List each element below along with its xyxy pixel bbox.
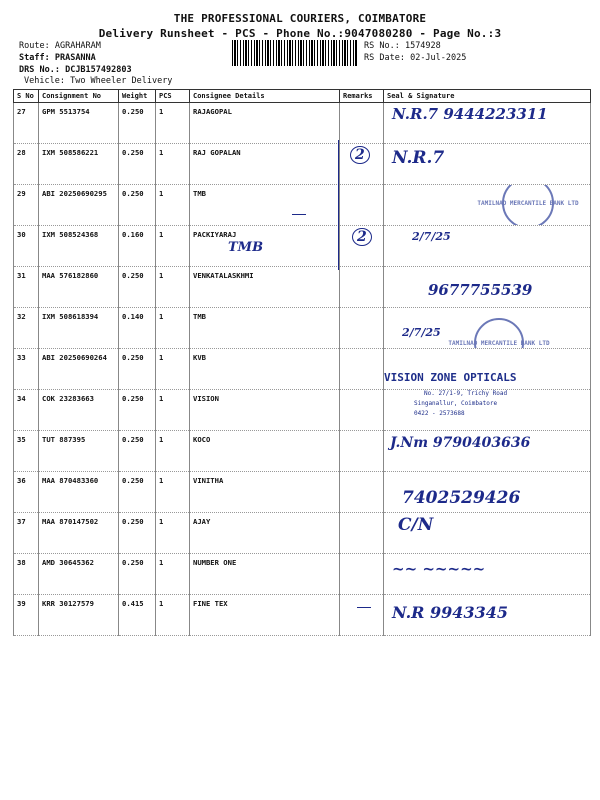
rs-date-label: RS Date: [364,53,405,63]
runsheet-subtitle: Delivery Runsheet - PCS - Phone No.:9047080280 - Page No.:3 [98,27,502,40]
runsheet-table [13,89,591,636]
handwritten-scribble: ~~ ~~~~~ [392,560,486,578]
signature-cell [384,431,591,472]
pcs-cell: 1 [156,349,190,390]
barcode [232,40,358,66]
pcs-cell: 1 [156,267,190,308]
pcs-cell: 1 [156,308,190,349]
signature-cell [384,554,591,595]
vehicle-line [24,76,172,86]
weight-cell: 0.160 [119,226,156,267]
handwritten-signature: N.R.7 [392,148,445,168]
optical-stamp-phone: 0422 - 2573688 [414,410,465,417]
rs-no-line [364,41,441,51]
handwritten-tmb-note: TMB [228,240,264,255]
remarks-cell [340,472,384,513]
remarks-cell [340,349,384,390]
remark-circled-count: 2 [352,228,372,246]
rs-no-label: RS No.: [364,41,400,51]
pcs-cell: 1 [156,185,190,226]
drs-value: DCJB157492803 [65,65,132,75]
pcs-cell: 1 [156,472,190,513]
handwritten-date: 2/7/25 [412,230,451,243]
consignment-cell: IXM 508618394 [39,308,119,349]
table-row [14,103,591,144]
weight-cell: 0.250 [119,349,156,390]
optical-shop-stamp-name: VISION ZONE OPTICALS [384,371,517,384]
consignment-cell: TUT 887395 [39,431,119,472]
vehicle-value: Two Wheeler Delivery [70,76,173,86]
handwritten-signature: N.R.7 9444223311 [392,105,548,123]
consignment-cell: GPM 5513754 [39,103,119,144]
optical-stamp-address1: No. 27/1-9, Trichy Road [424,390,508,397]
sno-cell: 36 [14,472,39,513]
table-row [14,308,591,349]
consignee-cell: RAJ GOPALAN [190,144,340,185]
staff-value: PRASANNA [54,53,96,63]
signature-cell [384,185,591,226]
drs-line [19,65,132,75]
route-value: AGRAHARAM [54,41,101,51]
remarks-cell [340,595,384,636]
bank-seal-stamp: TAMILNAD MERCANTILE BANK LTD [474,318,524,349]
weight-cell: 0.250 [119,103,156,144]
consignment-cell: AMD 30645362 [39,554,119,595]
pcs-cell: 1 [156,103,190,144]
remarks-cell [340,390,384,431]
consignee-cell: TMB [190,308,340,349]
signature-cell [384,103,591,144]
weight-cell: 0.140 [119,308,156,349]
signature-cell [384,349,591,390]
consignee-name: PACKIYARAJ [193,230,237,239]
weight-cell: 0.250 [119,267,156,308]
consignee-cell: KVB [190,349,340,390]
table-row [14,185,591,226]
company-title: THE PROFESSIONAL COURIERS, COIMBATORE [173,12,427,25]
col-pcs: PCS [156,90,190,103]
signature-cell [384,144,591,185]
table-row [14,267,591,308]
weight-cell: 0.250 [119,144,156,185]
pcs-cell: 1 [156,144,190,185]
handwritten-signature: 7402529426 [402,488,521,508]
remarks-cell [340,554,384,595]
sno-cell: 27 [14,103,39,144]
runsheet-table-wrap [13,89,590,636]
staff-line [19,53,96,63]
sno-cell: 29 [14,185,39,226]
table-row [14,472,591,513]
handwritten-signature: C/N [398,515,434,535]
weight-cell: 0.250 [119,472,156,513]
handwritten-date: 2/7/25 [402,326,441,339]
table-header-row [14,90,591,103]
rs-date-line [364,53,466,63]
bank-seal-stamp: TAMILNAD MERCANTILE BANK LTD [502,185,554,226]
weight-cell: 0.250 [119,185,156,226]
remarks-cell [340,144,384,185]
consignment-cell: MAA 576182860 [39,267,119,308]
consignment-cell: ABI 20250690295 [39,185,119,226]
route-line [19,41,101,51]
handwritten-signature: N.R 9943345 [392,603,508,622]
col-signature: Seal & Signature [384,90,591,103]
remarks-cell [340,226,384,267]
consignee-cell: FINE TEX [190,595,340,636]
rs-no-value: 1574928 [404,41,441,51]
route-label: Route: [19,41,50,51]
remarks-cell [340,103,384,144]
weight-cell: 0.250 [119,390,156,431]
table-row [14,349,591,390]
table-row [14,144,591,185]
remarks-cell [340,431,384,472]
table-row [14,431,591,472]
table-row [14,226,591,267]
consignment-cell: IXM 508586221 [39,144,119,185]
remark-circled-count: 2 [350,146,370,164]
sno-cell: 35 [14,431,39,472]
consignee-cell: VENKATALASKHMI [190,267,340,308]
weight-cell: 0.250 [119,554,156,595]
sno-cell: 33 [14,349,39,390]
pcs-cell: 1 [156,595,190,636]
consignee-cell: RAJAGOPAL [190,103,340,144]
sno-cell: 34 [14,390,39,431]
consignee-cell: NUMBER ONE [190,554,340,595]
table-row [14,390,591,431]
consignee-cell [190,226,340,267]
handwritten-dash [357,607,371,608]
sno-cell: 37 [14,513,39,554]
handwritten-dash [292,214,306,215]
consignee-cell: AJAY [190,513,340,554]
consignment-cell: KRR 30127579 [39,595,119,636]
handwritten-signature: J.Nm 9790403636 [390,435,531,451]
rs-date-value: 02-Jul-2025 [410,53,467,63]
weight-cell: 0.250 [119,431,156,472]
col-sno: S No [14,90,39,103]
drs-label: DRS No.: [19,65,60,75]
sno-cell: 38 [14,554,39,595]
signature-cell [384,267,591,308]
consignment-cell: IXM 508524368 [39,226,119,267]
remarks-cell [340,513,384,554]
remarks-cell [340,308,384,349]
sno-cell: 30 [14,226,39,267]
col-remarks: Remarks [340,90,384,103]
consignee-cell: TMB [190,185,340,226]
table-row [14,595,591,636]
pcs-cell: 1 [156,513,190,554]
signature-cell [384,390,591,431]
pcs-cell: 1 [156,554,190,595]
consignee-cell: VINITHA [190,472,340,513]
signature-cell [384,226,591,267]
weight-cell: 0.415 [119,595,156,636]
consignment-cell: COK 23283663 [39,390,119,431]
sno-cell: 32 [14,308,39,349]
consignment-cell: ABI 20250690264 [39,349,119,390]
remarks-cell [340,185,384,226]
handwritten-bracket-line [338,140,341,270]
sno-cell: 39 [14,595,39,636]
consignee-cell: VISION [190,390,340,431]
sno-cell: 31 [14,267,39,308]
signature-cell [384,308,591,349]
handwritten-signature: 9677755539 [428,281,533,299]
col-weight: Weight [119,90,156,103]
staff-label: Staff: [19,53,50,63]
table-row [14,554,591,595]
pcs-cell: 1 [156,431,190,472]
table-row [14,513,591,554]
col-consignment: Consignment No [39,90,119,103]
consignment-cell: MAA 870147502 [39,513,119,554]
weight-cell: 0.250 [119,513,156,554]
pcs-cell: 1 [156,390,190,431]
signature-cell [384,595,591,636]
consignment-cell: MAA 870483360 [39,472,119,513]
vehicle-label: Vehicle: [24,76,65,86]
signature-cell [384,513,591,554]
sno-cell: 28 [14,144,39,185]
remarks-cell [340,267,384,308]
col-consignee: Consignee Details [190,90,340,103]
pcs-cell: 1 [156,226,190,267]
signature-cell [384,472,591,513]
optical-stamp-address2: Singanallur, Coimbatore [414,400,498,407]
consignee-cell: KOCO [190,431,340,472]
